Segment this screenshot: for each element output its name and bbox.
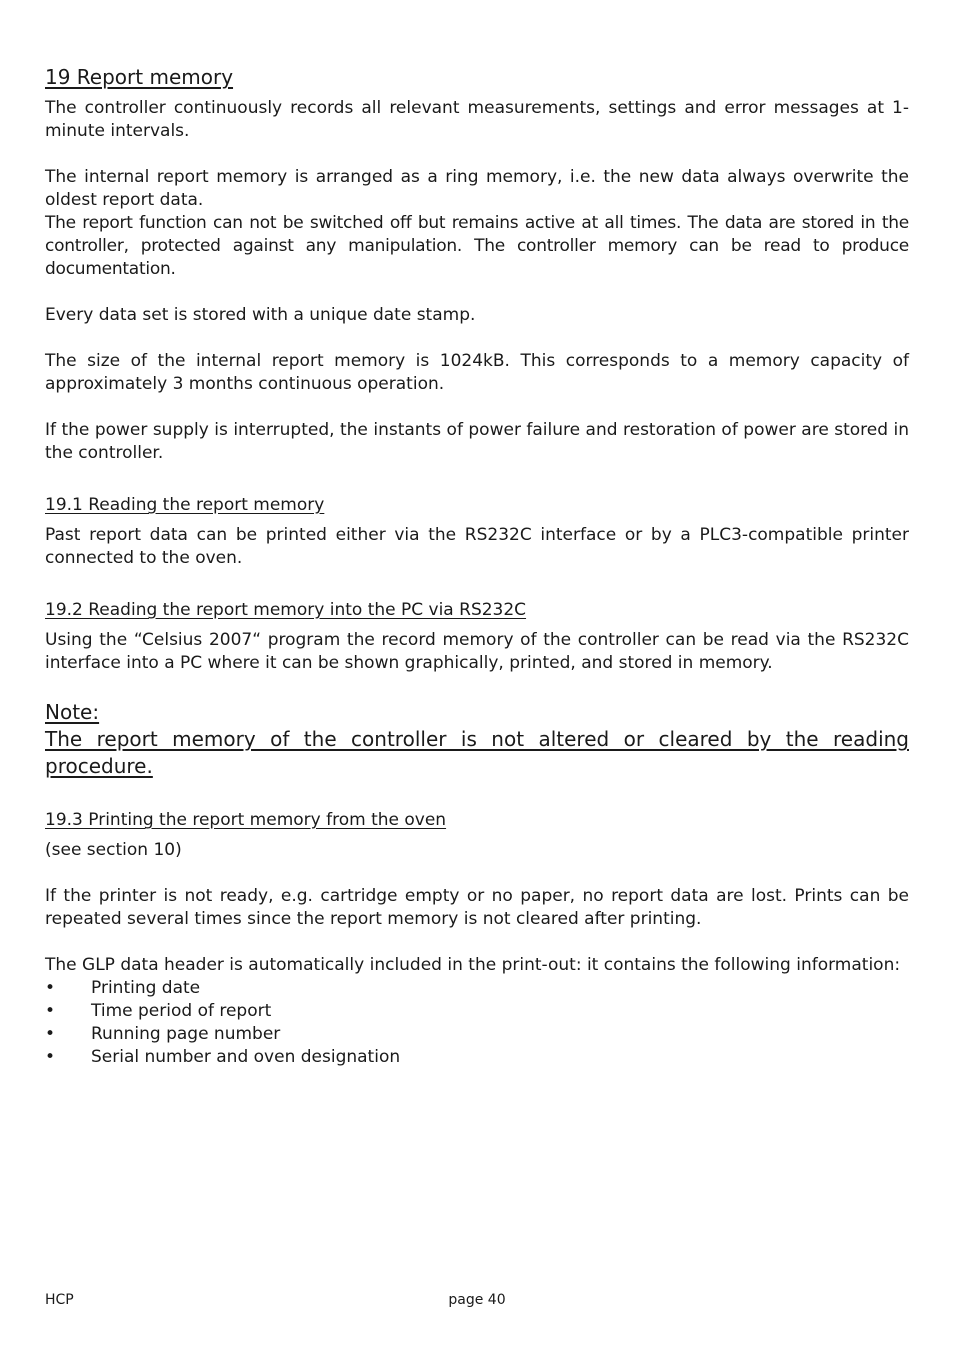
paragraph-pc-reading: Using the “Celsius 2007“ program the record memory of the controller can be read via the RS232C interface into a PC where it can be shown graphically, printed, and stored in memory. — [45, 630, 909, 673]
bullet-icon: • — [45, 978, 56, 998]
footer-company: HCP — [45, 1292, 74, 1308]
paragraph-power-failure: If the power supply is interrupted, the instants of power failure and restoration of power are stored in the controller. — [45, 420, 909, 463]
paragraph-see-section: (see section 10) — [45, 840, 182, 860]
section-title: 19 Report memory — [45, 65, 234, 89]
paragraph-memory-size: The size of the internal report memory is 1024kB. This corresponds to a memory capacity of approximately 3 months continuous operation. — [45, 351, 909, 394]
bullet-icon: • — [45, 1024, 56, 1044]
note-text: The report memory of the controller is not altered or cleared by the reading procedure. — [45, 727, 909, 778]
subsection-title-pc-reading: 19.2 Reading the report memory into the PC via RS232C — [45, 600, 527, 620]
footer-page-number: page 40 — [448, 1292, 506, 1308]
bullet-icon: • — [45, 1001, 56, 1021]
paragraph-printer-not-ready: If the printer is not ready, e.g. cartridge empty or no paper, no report data are lost. Prints can be repeated several times since the report memory is not cleared after printing. — [45, 886, 909, 929]
paragraph-reading: Past report data can be printed either via the RS232C interface or by a PLC3-compatible printer connected to the oven. — [45, 525, 909, 568]
list-item: • Printing date — [45, 978, 201, 998]
paragraph-ring-memory: The internal report memory is arranged as a ring memory, i.e. the new data always overwrite the oldest report data. — [45, 167, 909, 210]
list-item: • Time period of report — [45, 1001, 272, 1021]
bullet-icon: • — [45, 1047, 56, 1067]
list-item: • Serial number and oven designation — [45, 1047, 401, 1067]
paragraph-recording: The controller continuously records all relevant measurements, settings and error messages at 1-minute intervals. — [45, 98, 909, 141]
paragraph-date-stamp: Every data set is stored with a unique date stamp. — [45, 305, 476, 325]
document-page — [45, 64, 909, 1069]
paragraph-report-function: The report function can not be switched off but remains active at all times. The data are stored in the controller, protected against any manipulation. The controller memory can be read to produce documentation. — [45, 213, 909, 279]
glp-info-list — [45, 977, 909, 1069]
subsection-title-printing: 19.3 Printing the report memory from the oven — [45, 810, 447, 830]
note-label: Note: — [45, 700, 100, 724]
subsection-title-reading: 19.1 Reading the report memory — [45, 495, 325, 515]
list-item: • Running page number — [45, 1024, 281, 1044]
paragraph-glp-header: The GLP data header is automatically included in the print-out: it contains the following information: — [45, 955, 901, 975]
